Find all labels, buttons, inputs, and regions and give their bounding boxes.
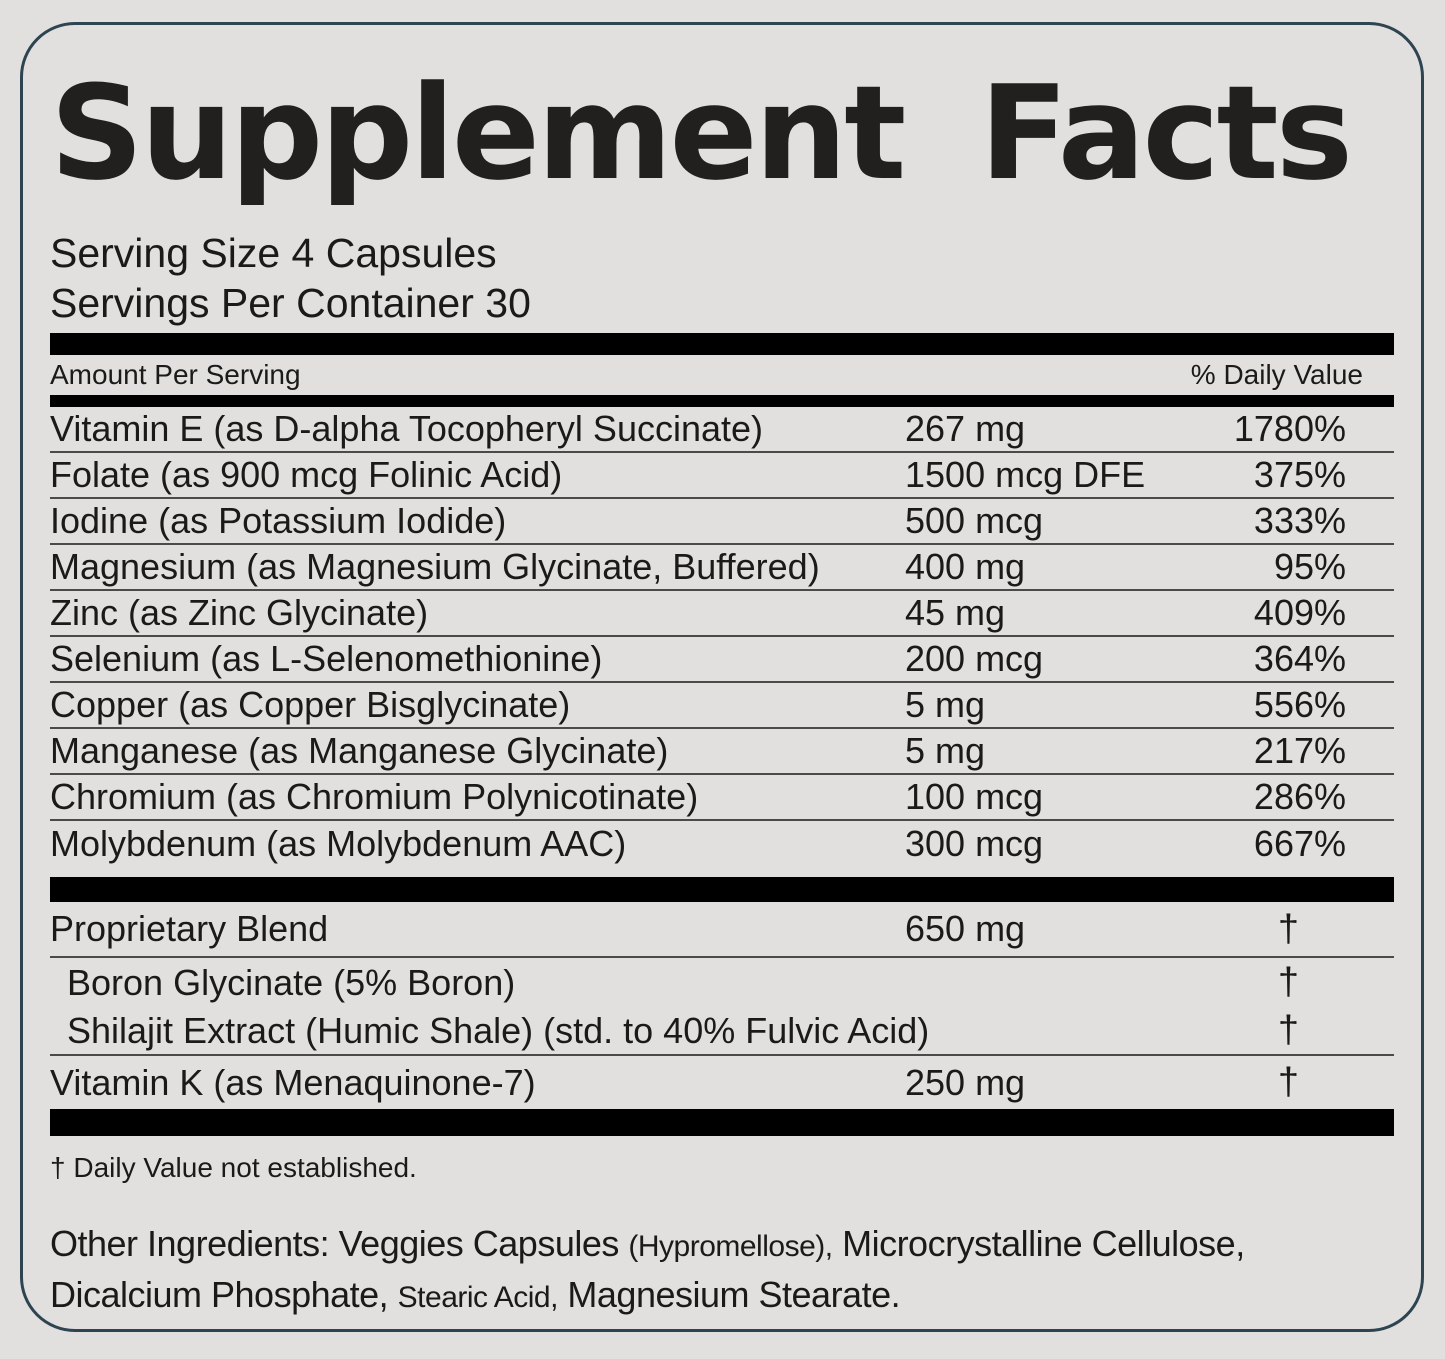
nutrient-name: Iodine (as Potassium Iodide) bbox=[50, 500, 507, 541]
nutrient-daily-value: 409% bbox=[1253, 592, 1346, 633]
servings-per-container-text: Servings Per Container 30 bbox=[50, 280, 531, 326]
nutrient-daily-value: 667% bbox=[1253, 823, 1346, 864]
daily-value-header: % Daily Value bbox=[1190, 359, 1363, 390]
dagger-symbol: † bbox=[1277, 961, 1299, 1003]
other-ingredients-line bbox=[50, 1220, 1394, 1271]
nutrient-name: Chromium (as Chromium Polynicotinate) bbox=[50, 776, 699, 817]
nutrient-name: Magnesium (as Magnesium Glycinate, Buffered) bbox=[50, 546, 820, 587]
ingredient-text: Other Ingredients: Veggies Capsules bbox=[50, 1223, 629, 1264]
label-content bbox=[23, 57, 1421, 1332]
amount-per-serving-header: Amount Per Serving bbox=[50, 359, 301, 390]
dagger-symbol: † bbox=[1277, 1009, 1299, 1051]
label-title: Supplement Facts bbox=[50, 57, 1351, 209]
divider-bar-thin bbox=[50, 395, 1394, 407]
dagger-symbol: † bbox=[1277, 907, 1299, 950]
ingredient-text: Magnesium Stearate. bbox=[557, 1274, 901, 1315]
serving-size-text: Serving Size 4 Capsules bbox=[50, 230, 497, 276]
nutrient-amount: 200 mcg bbox=[905, 638, 1044, 679]
nutrient-row bbox=[50, 545, 1394, 591]
nutrient-row bbox=[50, 453, 1394, 499]
divider-bar-thick bbox=[50, 1109, 1394, 1136]
nutrient-name: Shilajit Extract (Humic Shale) (std. to 40% Fulvic Acid) bbox=[67, 1009, 930, 1051]
nutrient-row bbox=[50, 499, 1394, 545]
nutrient-amount: 5 mg bbox=[905, 684, 986, 725]
nutrient-row bbox=[50, 821, 1394, 867]
nutrient-daily-value: 364% bbox=[1253, 638, 1346, 679]
ingredient-text: Stearic Acid, bbox=[397, 1281, 558, 1314]
nutrient-amount: 45 mg bbox=[905, 592, 1006, 633]
table-header bbox=[50, 355, 1394, 395]
other-ingredients-line bbox=[50, 1271, 1394, 1322]
nutrient-name: Vitamin K (as Menaquinone-7) bbox=[50, 1061, 536, 1103]
nutrient-daily-value: 286% bbox=[1253, 776, 1346, 817]
nutrient-name: Proprietary Blend bbox=[50, 908, 329, 949]
nutrient-row bbox=[50, 407, 1394, 453]
nutrient-daily-value: 375% bbox=[1253, 454, 1346, 495]
dagger-symbol: † bbox=[1277, 1061, 1299, 1103]
nutrient-daily-value: 333% bbox=[1253, 500, 1346, 541]
nutrient-daily-value: 95% bbox=[1273, 546, 1346, 587]
nutrient-row bbox=[50, 1056, 1394, 1109]
nutrient-row bbox=[50, 637, 1394, 683]
nutrient-row bbox=[50, 683, 1394, 729]
nutrient-name: Folate (as 900 mcg Folinic Acid) bbox=[50, 454, 563, 495]
nutrient-amount: 650 mg bbox=[905, 908, 1026, 949]
supplement-label-border bbox=[20, 22, 1424, 1332]
nutrient-amount: 300 mcg bbox=[905, 823, 1044, 864]
nutrient-name: Vitamin E (as D-alpha Tocopheryl Succinate) bbox=[50, 408, 764, 449]
nutrient-amount: 267 mg bbox=[905, 408, 1026, 449]
nutrient-amount: 100 mcg bbox=[905, 776, 1044, 817]
nutrient-name: Molybdenum (as Molybdenum AAC) bbox=[50, 823, 627, 864]
ingredient-text: (Hypromellose), bbox=[628, 1230, 833, 1263]
nutrient-amount: 400 mg bbox=[905, 546, 1026, 587]
blend-ingredient-row bbox=[50, 958, 1394, 1007]
nutrient-name: Manganese (as Manganese Glycinate) bbox=[50, 730, 669, 771]
nutrient-name: Boron Glycinate (5% Boron) bbox=[67, 961, 516, 1003]
serving-info bbox=[50, 228, 1394, 328]
nutrient-amount: 500 mcg bbox=[905, 500, 1044, 541]
nutrient-name: Zinc (as Zinc Glycinate) bbox=[50, 592, 429, 633]
blend-ingredient-row bbox=[50, 1007, 1394, 1056]
divider-bar-thick bbox=[50, 877, 1394, 902]
nutrient-name: Selenium (as L-Selenomethionine) bbox=[50, 638, 603, 679]
nutrient-daily-value: 217% bbox=[1253, 730, 1346, 771]
ingredient-text: Dicalcium Phosphate, bbox=[50, 1274, 398, 1315]
nutrient-row bbox=[50, 729, 1394, 775]
nutrient-amount: 5 mg bbox=[905, 730, 986, 771]
nutrient-row bbox=[50, 591, 1394, 637]
ingredient-text: Microcrystalline Cellulose, bbox=[832, 1223, 1245, 1264]
nutrient-daily-value: 1780% bbox=[1233, 408, 1346, 449]
other-ingredients bbox=[50, 1220, 1394, 1322]
daily-value-footnote: † Daily Value not established. bbox=[50, 1152, 417, 1183]
nutrient-amount: 250 mg bbox=[905, 1061, 1026, 1103]
nutrient-daily-value: 556% bbox=[1253, 684, 1346, 725]
nutrient-row bbox=[50, 775, 1394, 821]
divider-bar-thick bbox=[50, 333, 1394, 355]
nutrient-amount: 1500 mcg DFE bbox=[905, 454, 1146, 495]
proprietary-blend-row bbox=[50, 902, 1394, 958]
nutrient-name: Copper (as Copper Bisglycinate) bbox=[50, 684, 571, 725]
